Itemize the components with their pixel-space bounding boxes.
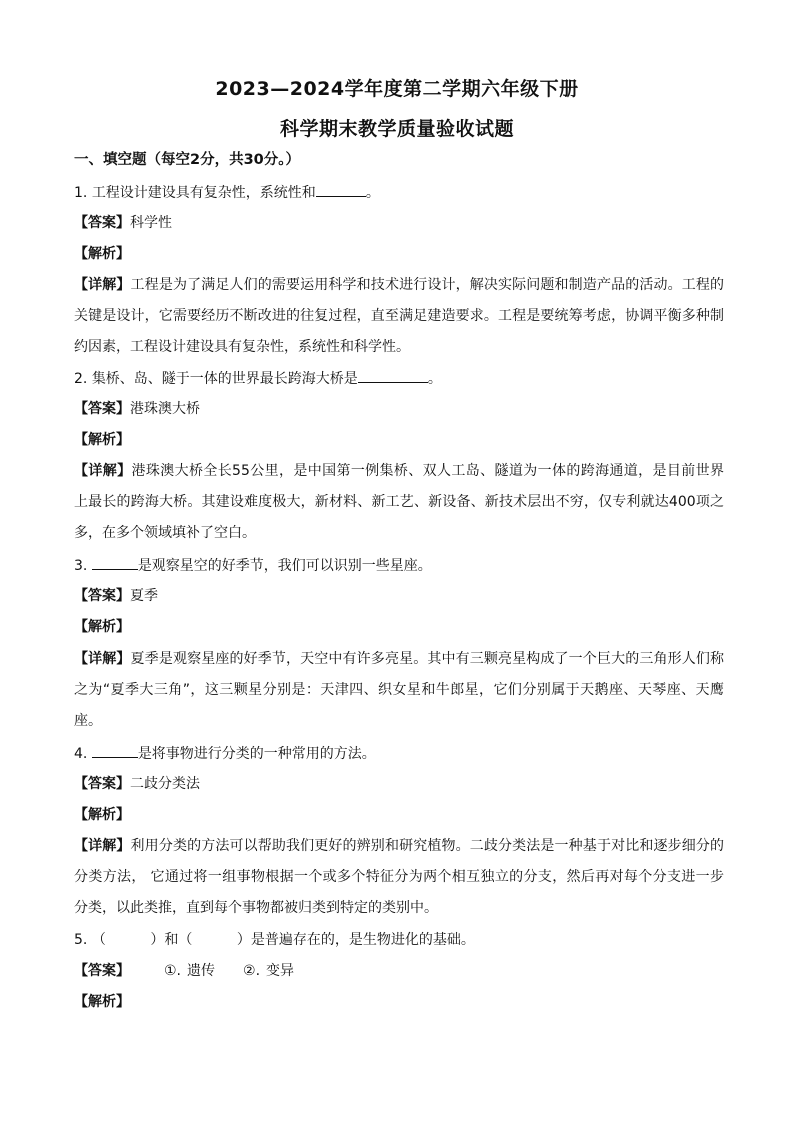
detail-line: 之为“夏季大三角”，这三颗星分别是：天津四、织女星和牛郎星，它们分别属于天鹅座、天琴座、天鹰 — [74, 682, 724, 698]
analysis-row — [74, 805, 724, 825]
detail-line: 分类，以此类推，直到每个事物都被归类到特定的类别中。 — [74, 900, 438, 916]
exam-subtitle: 科学期末教学质量验收试题 — [279, 118, 514, 140]
analysis-label: 【解析】 — [74, 432, 130, 448]
detail-label: 【详解】 — [74, 651, 131, 667]
answer-row — [74, 586, 724, 606]
answer-label: 【答案】 — [74, 401, 130, 417]
analysis-row — [74, 430, 724, 450]
question-number: 3. — [74, 558, 88, 574]
answer-label: 【答案】 — [74, 215, 130, 231]
question-text-end: 。 — [365, 185, 380, 201]
detail-line: 【详解】利用分类的方法可以帮助我们更好的辨别和研究植物。二歧分类法是一种基于对比和逐步细分的 — [74, 838, 725, 854]
detail-line: 座。 — [74, 713, 102, 729]
answer-value: 二歧分类法 — [130, 776, 200, 792]
question-text: 是将事物进行分类的一种常用的方法。 — [137, 746, 376, 762]
answer-blank — [358, 368, 428, 383]
answer-value: 遗传 — [187, 963, 216, 979]
detail-line: 【详解】工程是为了满足人们的需要运用科学和技术进行设计，解决实际问题和制造产品的活动。工程的 — [74, 277, 725, 293]
answer-value: 夏季 — [130, 588, 158, 604]
analysis-label: 【解析】 — [74, 807, 130, 823]
detail-label: 【详解】 — [74, 463, 132, 479]
answer-row — [74, 774, 724, 794]
answer-value: 变异 — [266, 963, 295, 979]
analysis-label: 【解析】 — [74, 246, 130, 262]
answer-number: ①. — [164, 963, 182, 979]
question-text: 集桥、岛、隧于一体的世界最长跨海大桥是 — [91, 371, 358, 387]
question-number: 2. — [74, 371, 88, 387]
exam-title: 2023—2024学年度第二学期六年级下册 — [215, 78, 579, 100]
detail-line: 分类方法， 它通过将一组事物根据一个或多个特征分为两个相互独立的分支，然后再对每个分支进一步 — [74, 869, 724, 885]
section-heading: 一、填空题（每空2分，共30分。） — [74, 152, 301, 168]
question-number: 5. — [74, 932, 88, 948]
answer-number: ②. — [243, 963, 261, 979]
answer-label: 【答案】 — [74, 963, 130, 979]
question-number: 1. — [74, 185, 88, 201]
answer-row — [74, 961, 724, 981]
question-text: 工程设计建设具有复杂性，系统性和 — [91, 185, 316, 201]
answer-row — [74, 213, 724, 233]
detail-label: 【详解】 — [74, 838, 131, 854]
answer-row — [74, 399, 724, 419]
question-1 — [74, 182, 724, 203]
question-5 — [74, 930, 724, 950]
analysis-row — [74, 992, 724, 1012]
detail-line: 约因素，工程设计建设具有复杂性，系统性和科学性。 — [74, 339, 410, 355]
analysis-row — [74, 617, 724, 637]
detail-line: 多，在多个领域填补了空白。 — [74, 525, 256, 541]
analysis-label: 【解析】 — [74, 619, 130, 635]
answer-blank — [92, 555, 138, 570]
question-text: （ ）和（ ）是普遍存在的，是生物进化的基础。 — [91, 932, 475, 948]
answer-label: 【答案】 — [74, 776, 130, 792]
answer-label: 【答案】 — [74, 588, 130, 604]
question-4 — [74, 743, 724, 764]
question-2 — [74, 368, 724, 389]
question-text-end: 。 — [427, 371, 442, 387]
question-text: 是观察星空的好季节，我们可以识别一些星座。 — [137, 558, 432, 574]
question-3 — [74, 555, 724, 576]
answer-value: 科学性 — [130, 215, 172, 231]
answer-blank — [316, 182, 366, 197]
detail-line: 上最长的跨海大桥。其建设难度极大，新材料、新工艺、新设备、新技术层出不穷，仅专利就达400项之 — [74, 494, 724, 510]
detail-line: 关键是设计，它需要经历不断改进的往复过程，直至满足建造要求。工程是要统筹考虑，协调平衡多种制 — [74, 308, 724, 324]
detail-line: 【详解】港珠澳大桥全长55公里，是中国第一例集桥、双人工岛、隧道为一体的跨海通道，是目前世界 — [74, 463, 725, 479]
answer-blank — [92, 743, 138, 758]
detail-label: 【详解】 — [74, 277, 131, 293]
detail-line: 【详解】夏季是观察星座的好季节，天空中有许多亮星。其中有三颗亮星构成了一个巨大的三角形人们称 — [74, 651, 725, 667]
analysis-row — [74, 244, 724, 264]
answer-value: 港珠澳大桥 — [130, 401, 200, 417]
question-number: 4. — [74, 746, 88, 762]
analysis-label: 【解析】 — [74, 994, 130, 1010]
